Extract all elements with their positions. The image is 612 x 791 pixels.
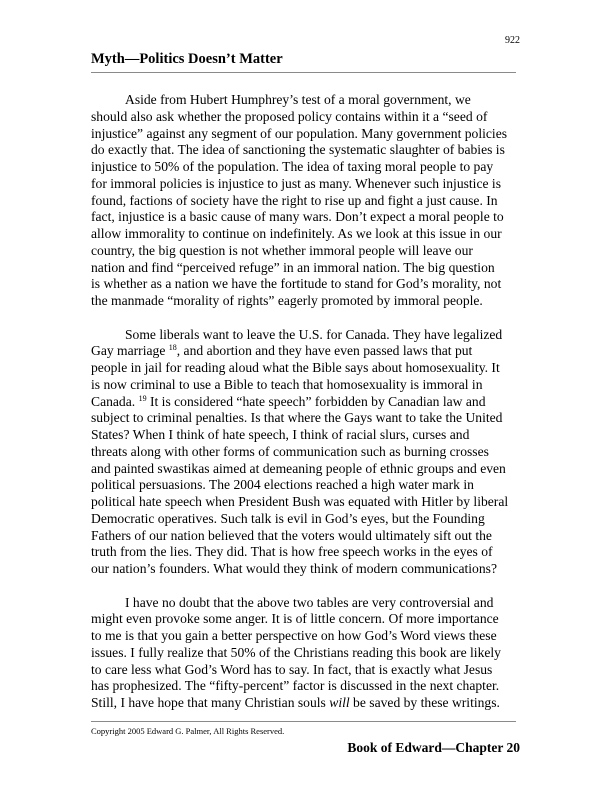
text-run: It is considered “hate speech” forbidden by Canadian law and [146,393,486,409]
paragraph-line: might even provoke some anger. It is of little concern. Of more importance [91,611,499,627]
paragraph-line: issues. I fully realize that 50% of the Christians reading this book are likely [91,644,501,660]
text-run: Gay marriage [91,343,169,359]
paragraph-3 [91,595,521,712]
paragraph-line: to me is that you gain a better perspective on how God’s Word views these [91,628,497,643]
paragraph-line: for immoral policies is injustice to just as many. Whenever such injustice is [91,175,501,191]
paragraph-line: the manmade “morality of rights” eagerly promoted by immoral people. [91,293,483,308]
copyright-notice: Copyright 2005 Edward G. Palmer, All Rights Reserved. [91,726,285,736]
paragraph-line: is whether as a nation we have the fortitude to stand for God’s morality, not [91,276,502,292]
paragraph-line: do exactly that. The idea of sanctioning the systematic slaughter of babies is [91,142,505,158]
paragraph-line: Aside from Hubert Humphrey’s test of a moral government, we [125,92,471,107]
paragraph-line: political hate speech when President Bush was equated with Hitler by liberal [91,494,509,509]
paragraph-line: our nation’s founders. What would they think of modern communications? [91,561,497,576]
paragraph-line: people in jail for reading aloud what the Bible says about homosexuality. It [91,360,500,375]
footer-divider [91,721,516,722]
paragraph-line [91,394,521,411]
paragraph-line: truth from the lies. They did. That is how free speech works in the eyes of [91,544,493,560]
paragraph-line [91,343,521,360]
paragraph-line: allow immorality to continue on indefinitely. As we look at this issue in our [91,226,502,241]
paragraph-line: threats along with other forms of communication such as burning crosses [91,443,489,459]
paragraph-line: injustice to 50% of the population. The idea of taxing moral people to pay [91,159,494,174]
paragraph-2 [91,327,521,578]
paragraph-line: Fathers of our nation believed that the voters would ultimately sift out the [91,527,492,543]
paragraph-line: is now criminal to use a Bible to teach that homosexuality is immoral in [91,376,483,392]
text-run: be saved by these writings. [349,695,500,710]
footnote-ref-19: 19 [138,393,147,403]
paragraph-line [91,695,521,712]
paragraph-line: subject to criminal penalties. Is that where the Gays want to take the United [91,410,503,426]
paragraph-line: found, factions of society have the right to rise up and fight a just cause. In [91,192,498,208]
paragraph-line: Democratic operatives. Such talk is evil in God’s eyes, but the Founding [91,510,485,526]
paragraph-line: injustice” against any segment of our population. Many government policies [91,125,508,141]
paragraph-line: fact, injustice is a basic cause of many wars. Don’t expect a moral people to [91,209,504,225]
paragraph-line: Some liberals want to leave the U.S. for Canada. They have legalized [125,326,503,342]
paragraph-line: political persuasions. The 2004 elections reached a high water mark in [91,477,474,493]
emphasis: will [329,695,350,710]
text-run: , and abortion and they have even passed laws that put [176,343,473,359]
text-run: Still, I have hope that many Christian souls [91,695,330,710]
paragraph-1 [91,92,521,310]
paragraph-line: should also ask whether the proposed policy contains within it a “seed of [91,108,488,124]
footnote-ref-18: 18 [168,343,177,353]
chapter-footer: Book of Edward—Chapter 20 [347,740,520,755]
paragraph-line: to care less what God’s Word has to say. In fact, that is exactly what Jesus [91,661,493,677]
paragraph-line: has prophesized. The “fifty-percent” factor is discussed in the next chapter. [91,678,500,694]
text-run: Canada. [91,393,139,409]
paragraph-line: I have no doubt that the above two tables are very controversial and [125,594,494,610]
paragraph-line: States? When I think of hate speech, I think of racial slurs, curses and [91,427,470,442]
paragraph-line: nation and find “perceived refuge” in an immoral nation. The big question [91,259,495,275]
body-text [91,92,521,712]
paragraph-line: and painted swastikas aimed at demeaning people of ethnic groups and even [91,460,506,476]
page-number: 922 [505,35,520,46]
paragraph-line: country, the big question is not whether immoral people will leave our [91,242,473,258]
header-divider [91,72,516,73]
running-head-title: Myth—Politics Doesn’t Matter [91,51,283,67]
